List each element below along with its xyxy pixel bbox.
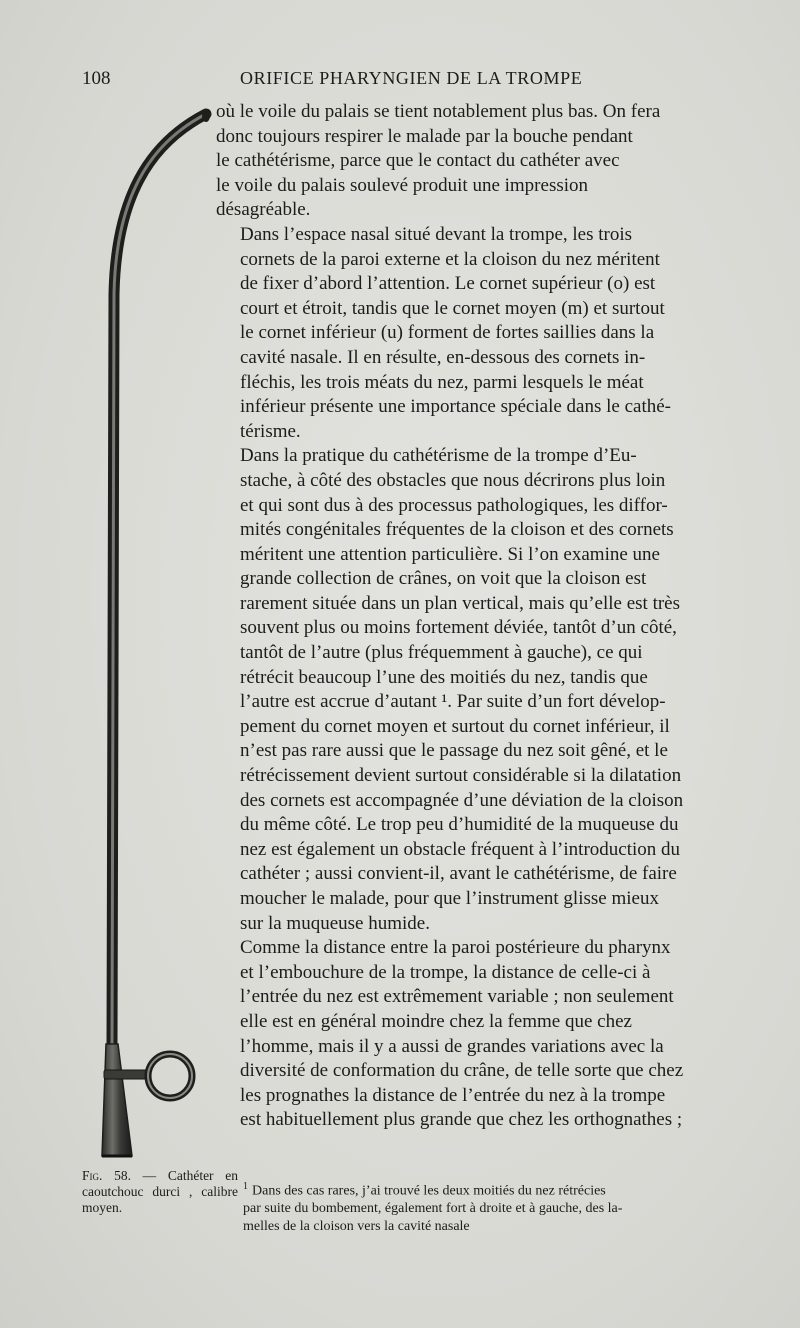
text-line: l’homme, mais il y a aussi de grandes variations avec la [240,1035,664,1057]
catheter-illustration-icon [88,104,228,1174]
text-line: pement du cornet moyen et surtout du cornet inférieur, il [240,715,670,737]
footnote-text: Dans des cas rares, j’ai trouvé les deux moitiés du nez rétrécies [252,1183,606,1199]
text-line: le voile du palais soulevé produit une impression [216,174,589,196]
text-line: diversité de conformation du crâne, de telle sorte que chez [240,1060,684,1082]
text-line: des cornets est accompagnée d’une déviation de la cloison [240,789,684,811]
text-line: cavité nasale. Il en résulte, en-dessous des cornets in- [240,346,646,368]
text-line: méritent une attention particulière. Si l’on examine une [240,543,660,565]
paragraph [216,223,783,444]
figure-caption-text: — Cathéter en caoutchouc durci , calibre moyen. [82,1168,238,1215]
page-number: 108 [82,68,111,89]
figure-label: Fig. 58. [82,1168,131,1183]
text-line: Comme la distance entre la paroi postérieure du pharynx [240,937,671,959]
text-line: désagréable. [216,199,311,221]
paragraph [216,100,783,223]
footnote-line [243,1178,784,1200]
text-line: rétrécit beaucoup l’une des moitiés du nez, tandis que [240,666,648,688]
footnote [243,1178,784,1235]
paragraph [216,936,783,1133]
text-line: n’est pas rare aussi que le passage du nez soit gêné, et le [240,740,668,762]
catheter-figure [88,104,228,1174]
text-line: sur la muqueuse humide. [240,912,430,934]
text-line: le cathétérisme, parce que le contact du cathéter avec [216,150,620,172]
body-text [216,100,783,1133]
text-line: elle est en général moindre chez la femme que chez [240,1010,632,1032]
text-line: cornets de la paroi externe et la cloison du nez méritent [240,248,660,270]
text-line: du même côté. Le trop peu d’humidité de la muqueuse du [240,814,679,836]
text-line: Dans la pratique du cathétérisme de la trompe d’Eu- [240,445,637,467]
text-line: souvent plus ou moins fortement déviée, tantôt d’un côté, [240,617,677,639]
text-line: où le voile du palais se tient notablement plus bas. On fera [216,101,661,122]
text-line: l’autre est accrue d’autant ¹. Par suite d’un fort dévelop- [240,691,666,713]
figure-caption [82,1168,238,1216]
running-title: ORIFICE PHARYNGIEN DE LA TROMPE [240,68,583,88]
footnote-line: par suite du bombement, également fort à droite et à gauche, des la- [243,1201,623,1217]
text-line: nez est également un obstacle fréquent à l’introduction du [240,838,681,860]
text-line: court et étroit, tandis que le cornet moyen (m) et surtout [240,297,665,319]
text-line: térisme. [240,420,301,442]
footnote-line: melles de la cloison vers la cavité nasale [243,1218,470,1234]
text-line: moucher le malade, pour que l’instrument glisse mieux [240,888,659,909]
text-line: l’entrée du nez est extrêmement variable ; non seulement [240,986,674,1008]
text-line: grande collection de crânes, on voit que la cloison est [240,568,647,590]
text-line: stache, à côté des obstacles que nous décrirons plus loin [240,469,666,491]
text-line: les prognathes la distance de l’entrée du nez à la trompe [240,1084,666,1106]
text-line: cathéter ; aussi convient-il, avant le cathétérisme, de faire [240,863,677,885]
footnote-mark: 1 [243,1181,248,1192]
paragraph [216,444,783,936]
text-line: rarement située dans un plan vertical, mais qu’elle est très [240,592,681,614]
text-line: fléchis, les trois méats du nez, parmi lesquels le méat [240,371,644,393]
text-line: et l’embouchure de la trompe, la distance de celle-ci à [240,961,651,983]
text-line: Dans l’espace nasal situé devant la trompe, les trois [240,223,633,245]
text-line: tantôt de l’autre (plus fréquemment à gauche), ce qui [240,642,643,664]
text-line: est habituellement plus grande que chez les orthognathes ; [240,1109,683,1131]
text-line: et qui sont dus à des processus pathologiques, les diffor- [240,494,668,516]
text-line: donc toujours respirer le malade par la bouche pendant [216,125,633,147]
text-line: de fixer d’abord l’attention. Le cornet supérieur (o) est [240,273,656,295]
text-line: rétrécissement devient surtout considérable si la dilatation [240,765,682,787]
running-head [0,68,800,94]
text-line: inférieur présente une importance spéciale dans le cathé- [240,396,671,418]
text-line: mités congénitales fréquentes de la cloison et des cornets [240,519,674,541]
text-line: le cornet inférieur (u) forment de fortes saillies dans la [240,322,655,344]
